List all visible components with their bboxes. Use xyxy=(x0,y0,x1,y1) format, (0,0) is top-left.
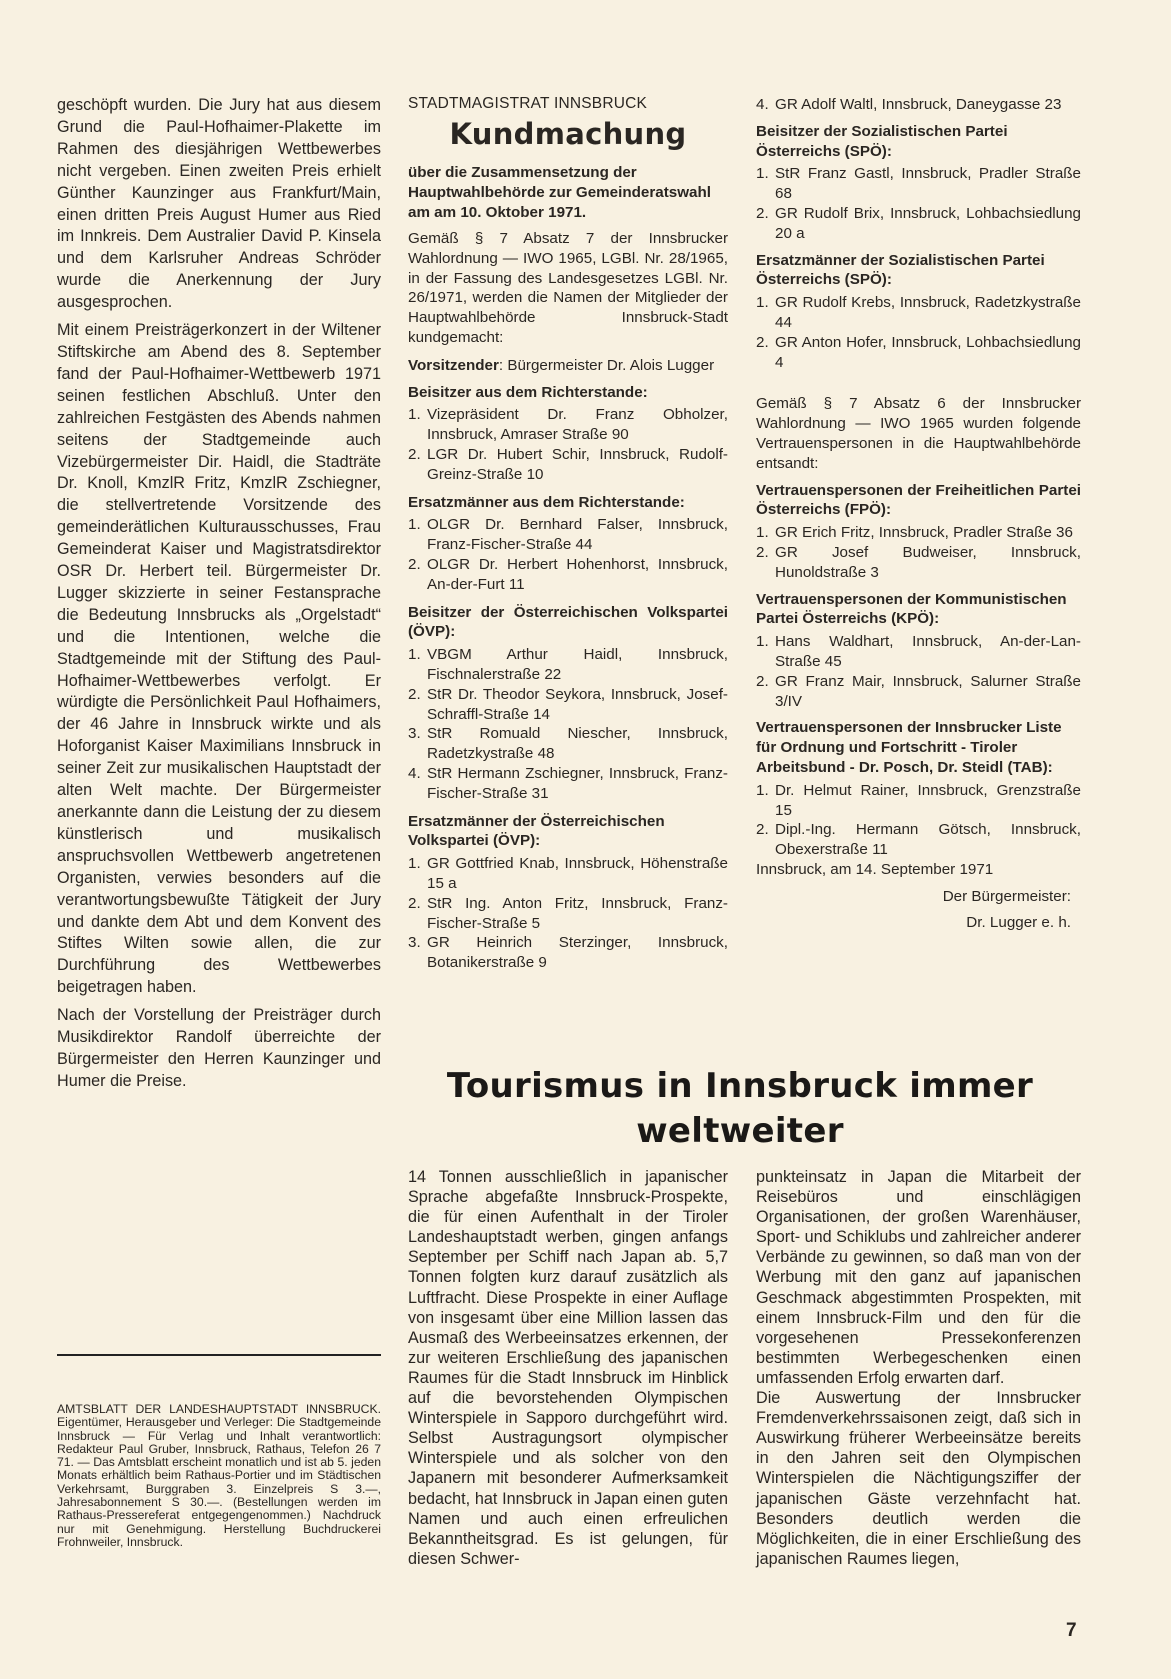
list-item: 2. GR Rudolf Brix, Innsbruck, Lohbachsiedlung 20 a xyxy=(756,204,1081,242)
list-item: 1. Dr. Helmut Rainer, Innsbruck, Grenzstraße 15 xyxy=(756,781,1081,819)
list-item: 1. GR Erich Fritz, Innsbruck, Pradler Straße 36 xyxy=(756,524,1073,542)
section-heading: Ersatzmänner aus dem Richterstande: xyxy=(408,493,685,511)
notice-title: Kundmachung xyxy=(449,117,687,151)
section xyxy=(756,718,1081,860)
article-paragraph: Nach der Vorstellung der Preisträger durch Musikdirektor Randolf überreichte der Bürgermeister den Herren Kaunzinger und Humer die Preise. xyxy=(57,1006,381,1090)
list-item: 1. Hans Waldhart, Innsbruck, An-der-Lan-Straße 45 xyxy=(756,633,1081,670)
section-heading: Ersatzmänner der Österreichischen Volkspartei (ÖVP): xyxy=(408,812,665,850)
divider xyxy=(57,1354,381,1356)
section xyxy=(756,122,1081,244)
list-item: 2. GR Anton Hofer, Innsbruck, Lohbachsiedlung 4 xyxy=(756,333,1081,371)
list-item: 1. GR Gottfried Knab, Innsbruck, Höhenstraße 15 a xyxy=(408,855,728,892)
section-heading: Ersatzmänner der Sozialistischen Partei Österreichs (SPÖ): xyxy=(756,251,1045,289)
section xyxy=(756,590,1081,712)
list-item: 2. StR Dr. Theodor Seykora, Innsbruck, Josef-Schraffl-Straße 14 xyxy=(408,685,728,723)
section xyxy=(756,251,1081,373)
section-heading: Beisitzer aus dem Richterstande: xyxy=(408,383,648,401)
signature-name: Dr. Lugger e. h. xyxy=(966,914,1071,932)
signature-title: Der Bürgermeister: xyxy=(942,887,1071,905)
notice-subtitle: über die Zusammensetzung der Hauptwahlbehörde zur Gemeinderatswahl am am 10. Oktober 1971. xyxy=(408,164,711,221)
section-heading: Vertrauenspersonen der Kommunistischen Partei Österreichs (KPÖ): xyxy=(756,590,1067,628)
list-item: 4. GR Adolf Waltl, Innsbruck, Daneygasse 23 xyxy=(756,96,1062,113)
left-column xyxy=(57,95,381,1099)
article-paragraph: Die Auswertung der Innsbrucker Fremdenverkehrssaisonen zeigt, daß sich in Auswirkung früherer Werbeeinsätze bereits in den Jahren seit den Olympischen Winterspielen die Nächtigungsziffer der japanischen Gäste verzehnfacht hat. Besonders deutlich werden die Möglichkeiten, die in einer Erschließung des japanischen Raumes liegen, xyxy=(756,1389,1081,1568)
notice-intro: Gemäß § 7 Absatz 7 der Innsbrucker Wahlordnung — IWO 1965, LGBl. Nr. 28/1965, in der Fassung des Landesgesetzes LGBl. Nr. 26/1971, werden die Namen der Mitglieder der Hauptwahlbehörde Innsbruck-Stadt kundgemacht: xyxy=(408,230,728,346)
list-item: 2. GR Franz Mair, Innsbruck, Salurner Straße 3/IV xyxy=(756,672,1081,710)
kundmachung-continued-column xyxy=(756,95,1081,933)
section-heading: Vertrauenspersonen der Innsbrucker Liste für Ordnung und Fortschritt - Tiroler Arbeitsbund - Dr. Posch, Dr. Steidl (TAB): xyxy=(756,719,1062,776)
section xyxy=(756,481,1081,583)
article-title xyxy=(400,1064,1080,1154)
tourism-column-1 xyxy=(408,1167,728,1569)
section xyxy=(408,383,728,485)
chair-value: : Bürgermeister Dr. Alois Lugger xyxy=(498,356,715,374)
place-date: Innsbruck, am 14. September 1971 xyxy=(756,860,994,878)
page-number: 7 xyxy=(1066,1620,1077,1641)
chair-label: Vorsitzender xyxy=(408,356,499,374)
tourism-column-2 xyxy=(756,1167,1081,1569)
list-item: 4. StR Hermann Zschiegner, Innsbruck, Franz-Fischer-Straße 31 xyxy=(408,764,728,802)
section-heading: Beisitzer der Österreichischen Volkspartei (ÖVP): xyxy=(408,603,728,641)
section-heading: Vertrauenspersonen der Freiheitlichen Partei Österreichs (FPÖ): xyxy=(756,481,1081,519)
list-item: 3. GR Heinrich Sterzinger, Innsbruck, Botanikerstraße 9 xyxy=(408,934,728,972)
kundmachung-column xyxy=(408,95,728,973)
list-item: 2. StR Ing. Anton Fritz, Innsbruck, Franz-Fischer-Straße 5 xyxy=(408,894,728,932)
article-paragraph: 14 Tonnen ausschließlich in japanischer Sprache abgefaßte Innsbruck-Prospekte, die für einen Aufenthalt in der Tiroler Landeshauptstadt werben, gingen anfangs September per Schiff nach Japan ab. 5,7 Tonnen folgten kurz darauf zusätzlich als Luftfracht. Diese Prospekte in einer Auflage von insgesamt über eine Million lassen das Ausmaß des Werbeeinsatzes erkennen, der zur weiteren Erschließung des japanischen Raumes für die Stadt Innsbruck im Hinblick auf die bevorstehenden Olympischen Winterspiele in Sapporo durchgeführt wird. Selbst Austragungsort olympischer Winterspiele und als solcher von den Japanern mit besonderer Aufmerksamkeit bedacht, hat Innsbruck in Japan einen guten Namen und auch einen erfreulichen Bekanntheitsgrad. Es ist gelungen, für diesen Schwer- xyxy=(408,1168,728,1568)
list-item: 2. Dipl.-Ing. Hermann Götsch, Innsbruck, Obexerstraße 11 xyxy=(756,821,1081,859)
list-item: 3. StR Romuald Niescher, Innsbruck, Radetzkystraße 48 xyxy=(408,725,728,763)
imprint: AMTSBLATT DER LANDESHAUPTSTADT INNSBRUCK. Eigentümer, Herausgeber und Verleger: Die Stadtgemeinde Innsbruck — Für Verlag und Inhalt verantwortlich: Redakteur Paul Gruber, Innsbruck, Rathaus, Telefon 26 7 71. — Das Amtsblatt erscheint monatlich und ist ab 5. jeden Monats erhältlich beim Rathaus-Portier und im Städtischen Verkehrsamt, Burggraben 3. Einzelpreis S 3.—, Jahresabonnement S 30.—. (Bestellungen werden im Rathaus-Pressereferat entgegengenommen.) Nachdruck nur mit Genehmigung. Herstellung Buchdruckerei Frohnweiler, Innsbruck. xyxy=(57,1402,381,1549)
article-paragraph: geschöpft wurden. Die Jury hat aus diesem Grund die Paul-Hofhaimer-Plakette im Rahmen des diesjährigen Wettbewerbes nicht vergeben. Einen zweiten Preis erhielt Günther Kaunzinger aus Frankfurt/Main, einen dritten Preis August Humer aus Ried im Innkreis. Dem Australier David P. Kinsela und dem Karlsruher Andreas Schröder wurde die Anerkennung der Jury ausgesprochen. xyxy=(57,96,381,312)
list-item: 2. LGR Dr. Hubert Schir, Innsbruck, Rudolf-Greinz-Straße 10 xyxy=(408,445,728,483)
article-paragraph: Mit einem Preisträgerkonzert in der Wiltener Stiftskirche am Abend des 8. September fand der Paul-Hofhaimer-Wettbewerb 1971 seinen festlichen Abschluß. Unter den zahlreichen Festgästen des Abends nahmen seitens der Stadtgemeinde auch Vizebürgermeister Dir. Haidl, die Stadträte Dr. Knoll, KmzlR Fritz, KmzlR Zschiegner, die stellvertretende Vorsitzende des gemeinderätlichen Kulturausschusses, Frau Gemeinderat Kaiser und Magistratsdirektor OSR Dr. Herbert teil. Bürgermeister Dr. Lugger skizzierte in seiner Festansprache die Bedeutung Innsbrucks als „Orgelstadt“ und die Intentionen, welche die Stadtgemeinde mit der Stiftung des Paul-Hofhaimer-Wettbewerbes verfolgt. Er würdigte die Persönlichkeit Paul Hofhaimers, der 46 Jahre in Innsbruck wirkte und als Hoforganist Kaiser Maximilians Innsbruck in seiner Zeit zur musikalischen Hauptstadt der alten Welt machte. Der Bürgermeister anerkannte dann die Leistung der zu diesem künstlerisch und musikalisch anspruchsvollen Wettbewerb angetretenen Organisten, verwies besonders auf die verantwortungsbewußte Tätigkeit der Jury und dankte dem Abt und dem Konvent des Stiftes Wilten sowie allen, die zur Durchführung des Wettbewerbes beigetragen haben. xyxy=(57,321,381,997)
chair-line xyxy=(408,356,728,376)
list-item: 2. OLGR Dr. Herbert Hohenhorst, Innsbruck, An-der-Furt 11 xyxy=(408,555,728,593)
list-item: 2. GR Josef Budweiser, Innsbruck, Hunoldstraße 3 xyxy=(756,543,1081,581)
list-item: 1. VBGM Arthur Haidl, Innsbruck, Fischnalerstraße 22 xyxy=(408,646,728,683)
section-heading: Beisitzer der Sozialistischen Partei Österreichs (SPÖ): xyxy=(756,122,1008,160)
list-item: 1. StR Franz Gastl, Innsbruck, Pradler Straße 68 xyxy=(756,165,1081,203)
kicker: STADTMAGISTRAT INNSBRUCK xyxy=(408,95,648,112)
list-item: 1. OLGR Dr. Bernhard Falser, Innsbruck, Franz-Fischer-Straße 44 xyxy=(408,516,728,554)
trust-intro: Gemäß § 7 Absatz 6 der Innsbrucker Wahlordnung — IWO 1965 wurden folgende Vertrauenspersonen in die Hauptwahlbehörde entsandt: xyxy=(756,395,1081,472)
list-item: 1. Vizepräsident Dr. Franz Obholzer, Innsbruck, Amraser Straße 90 xyxy=(408,406,728,444)
article-title-line2: weltweiter xyxy=(636,1111,844,1151)
list-item: 1. GR Rudolf Krebs, Innsbruck, Radetzkystraße 44 xyxy=(756,294,1081,331)
section xyxy=(408,812,728,973)
section xyxy=(408,603,728,804)
article-paragraph: punkteinsatz in Japan die Mitarbeit der Reisebüros und einschlägigen Organisationen, der großen Warenhäuser, Sport- und Schiklubs und zahlreicher anderer Verbände zu gewinnen, so daß man von der Werbung mit den ganz auf japanischen Geschmack abgestimmten Prospekten, mit einem Innsbruck-Film und den für die vorgesehenen Pressekonferenzen bestimmten Werbegeschenken einen umfassenden Erfolg erwarten darf. xyxy=(756,1168,1081,1387)
article-title-line1: Tourismus in Innsbruck immer xyxy=(446,1066,1034,1106)
section xyxy=(408,493,728,595)
